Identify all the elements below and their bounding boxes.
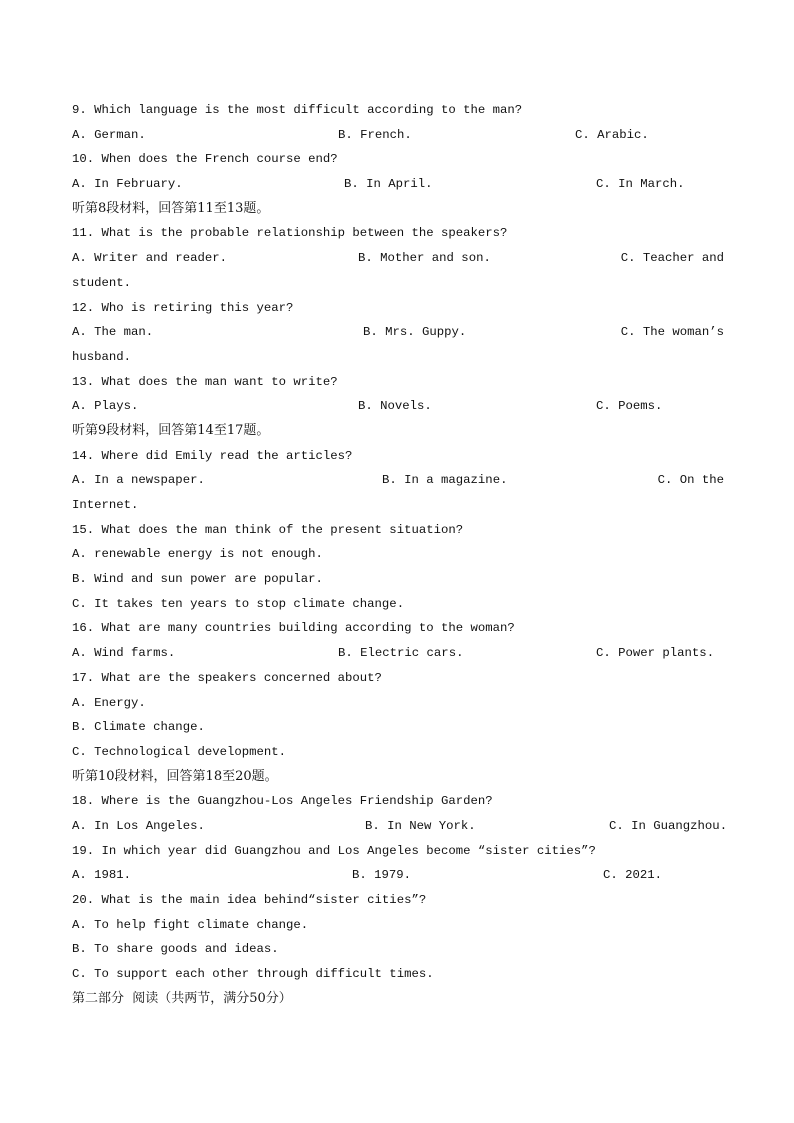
question-13-options [72,394,724,419]
question-18-options [72,814,728,839]
q14-option-b: B. In a magazine. [382,473,508,488]
question-10-stem: 10. When does the French course end? [72,152,338,167]
q18-option-b: B. In New York. [365,818,476,833]
section-9-heading: 听第9段材料，回答第14至17题。 [72,422,270,438]
part-2-heading: 第二部分 阅读（共两节，满分50分） [72,990,292,1006]
section-8-heading: 听第8段材料，回答第11至13题。 [72,200,270,216]
q19-option-b: B. 1979. [352,868,412,883]
question-17-stem: 17. What are the speakers concerned about? [72,670,382,685]
q12-option-a: A. The man. [72,325,154,340]
q14-option-c: C. On the [657,473,724,488]
q10-option-c: C. In March. [596,177,685,192]
q11-option-a: A. Writer and reader. [72,251,227,266]
q15-option-b: B. Wind and sun power are popular. [72,572,323,587]
question-19-options [72,863,724,888]
q18-option-c: C. In Guangzhou. [609,818,728,833]
q17-option-b: B. Climate change. [72,720,205,735]
q20-option-a: A. To help fight climate change. [72,917,309,932]
question-19-stem: 19. In which year did Guangzhou and Los Angeles become “sister cities”? [72,843,596,858]
q10-option-a: A. In February. [72,177,183,192]
section-10-heading: 听第10段材料，回答第18至20题。 [72,768,278,784]
question-20-stem: 20. What is the main idea behind“sister cities”? [72,893,427,907]
q12-option-c-continued: husband. [72,349,132,364]
q13-option-c: C. Poems. [596,399,663,414]
q13-option-b: B. Novels. [358,399,432,414]
q9-option-b: B. French. [338,127,412,142]
question-9-stem: 9. Which language is the most difficult according to the man? [72,103,523,117]
q17-option-a: A. Energy. [72,695,146,710]
q19-option-c: C. 2021. [603,868,663,883]
q12-option-c: C. The woman’s [620,325,724,340]
q13-option-a: A. Plays. [72,399,139,414]
question-14-options [72,468,724,493]
q9-option-a: A. German. [72,127,146,142]
question-16-stem: 16. What are many countries building according to the woman? [72,621,515,636]
question-16-options [72,641,724,666]
question-14-stem: 14. Where did Emily read the articles? [72,448,353,463]
q16-option-c: C. Power plants. [596,646,715,661]
q15-option-c: C. It takes ten years to stop climate change. [72,596,405,611]
q11-option-c: C. Teacher and [620,251,724,266]
q19-option-a: A. 1981. [72,868,132,883]
q15-option-a: A. renewable energy is not enough. [72,547,323,562]
q16-option-a: A. Wind farms. [72,646,176,661]
q18-option-a: A. In Los Angeles. [72,818,205,833]
question-11-options [72,246,724,271]
question-13-stem: 13. What does the man want to write? [72,374,338,389]
q10-option-b: B. In April. [344,177,433,192]
question-12-options [72,320,724,345]
q11-option-b: B. Mother and son. [358,251,491,266]
q9-option-c: C. Arabic. [575,127,649,142]
q20-option-b: B. To share goods and ideas. [72,942,279,957]
q14-option-a: A. In a newspaper. [72,473,205,488]
question-15-stem: 15. What does the man think of the present situation? [72,522,464,537]
q17-option-c: C. Technological development. [72,744,287,759]
question-9-options [72,123,724,148]
q12-option-b: B. Mrs. Guppy. [363,325,467,340]
q16-option-b: B. Electric cars. [338,646,464,661]
question-18-stem: 18. Where is the Guangzhou-Los Angeles Friendship Garden? [72,794,493,809]
q20-option-c: C. To support each other through difficult times. [72,967,434,982]
question-12-stem: 12. Who is retiring this year? [72,300,294,315]
q11-option-c-continued: student. [72,275,132,290]
question-10-options [72,172,724,197]
q14-option-c-continued: Internet. [72,498,139,512]
exam-page [72,98,728,1011]
question-11-stem: 11. What is the probable relationship between the speakers? [72,226,508,241]
